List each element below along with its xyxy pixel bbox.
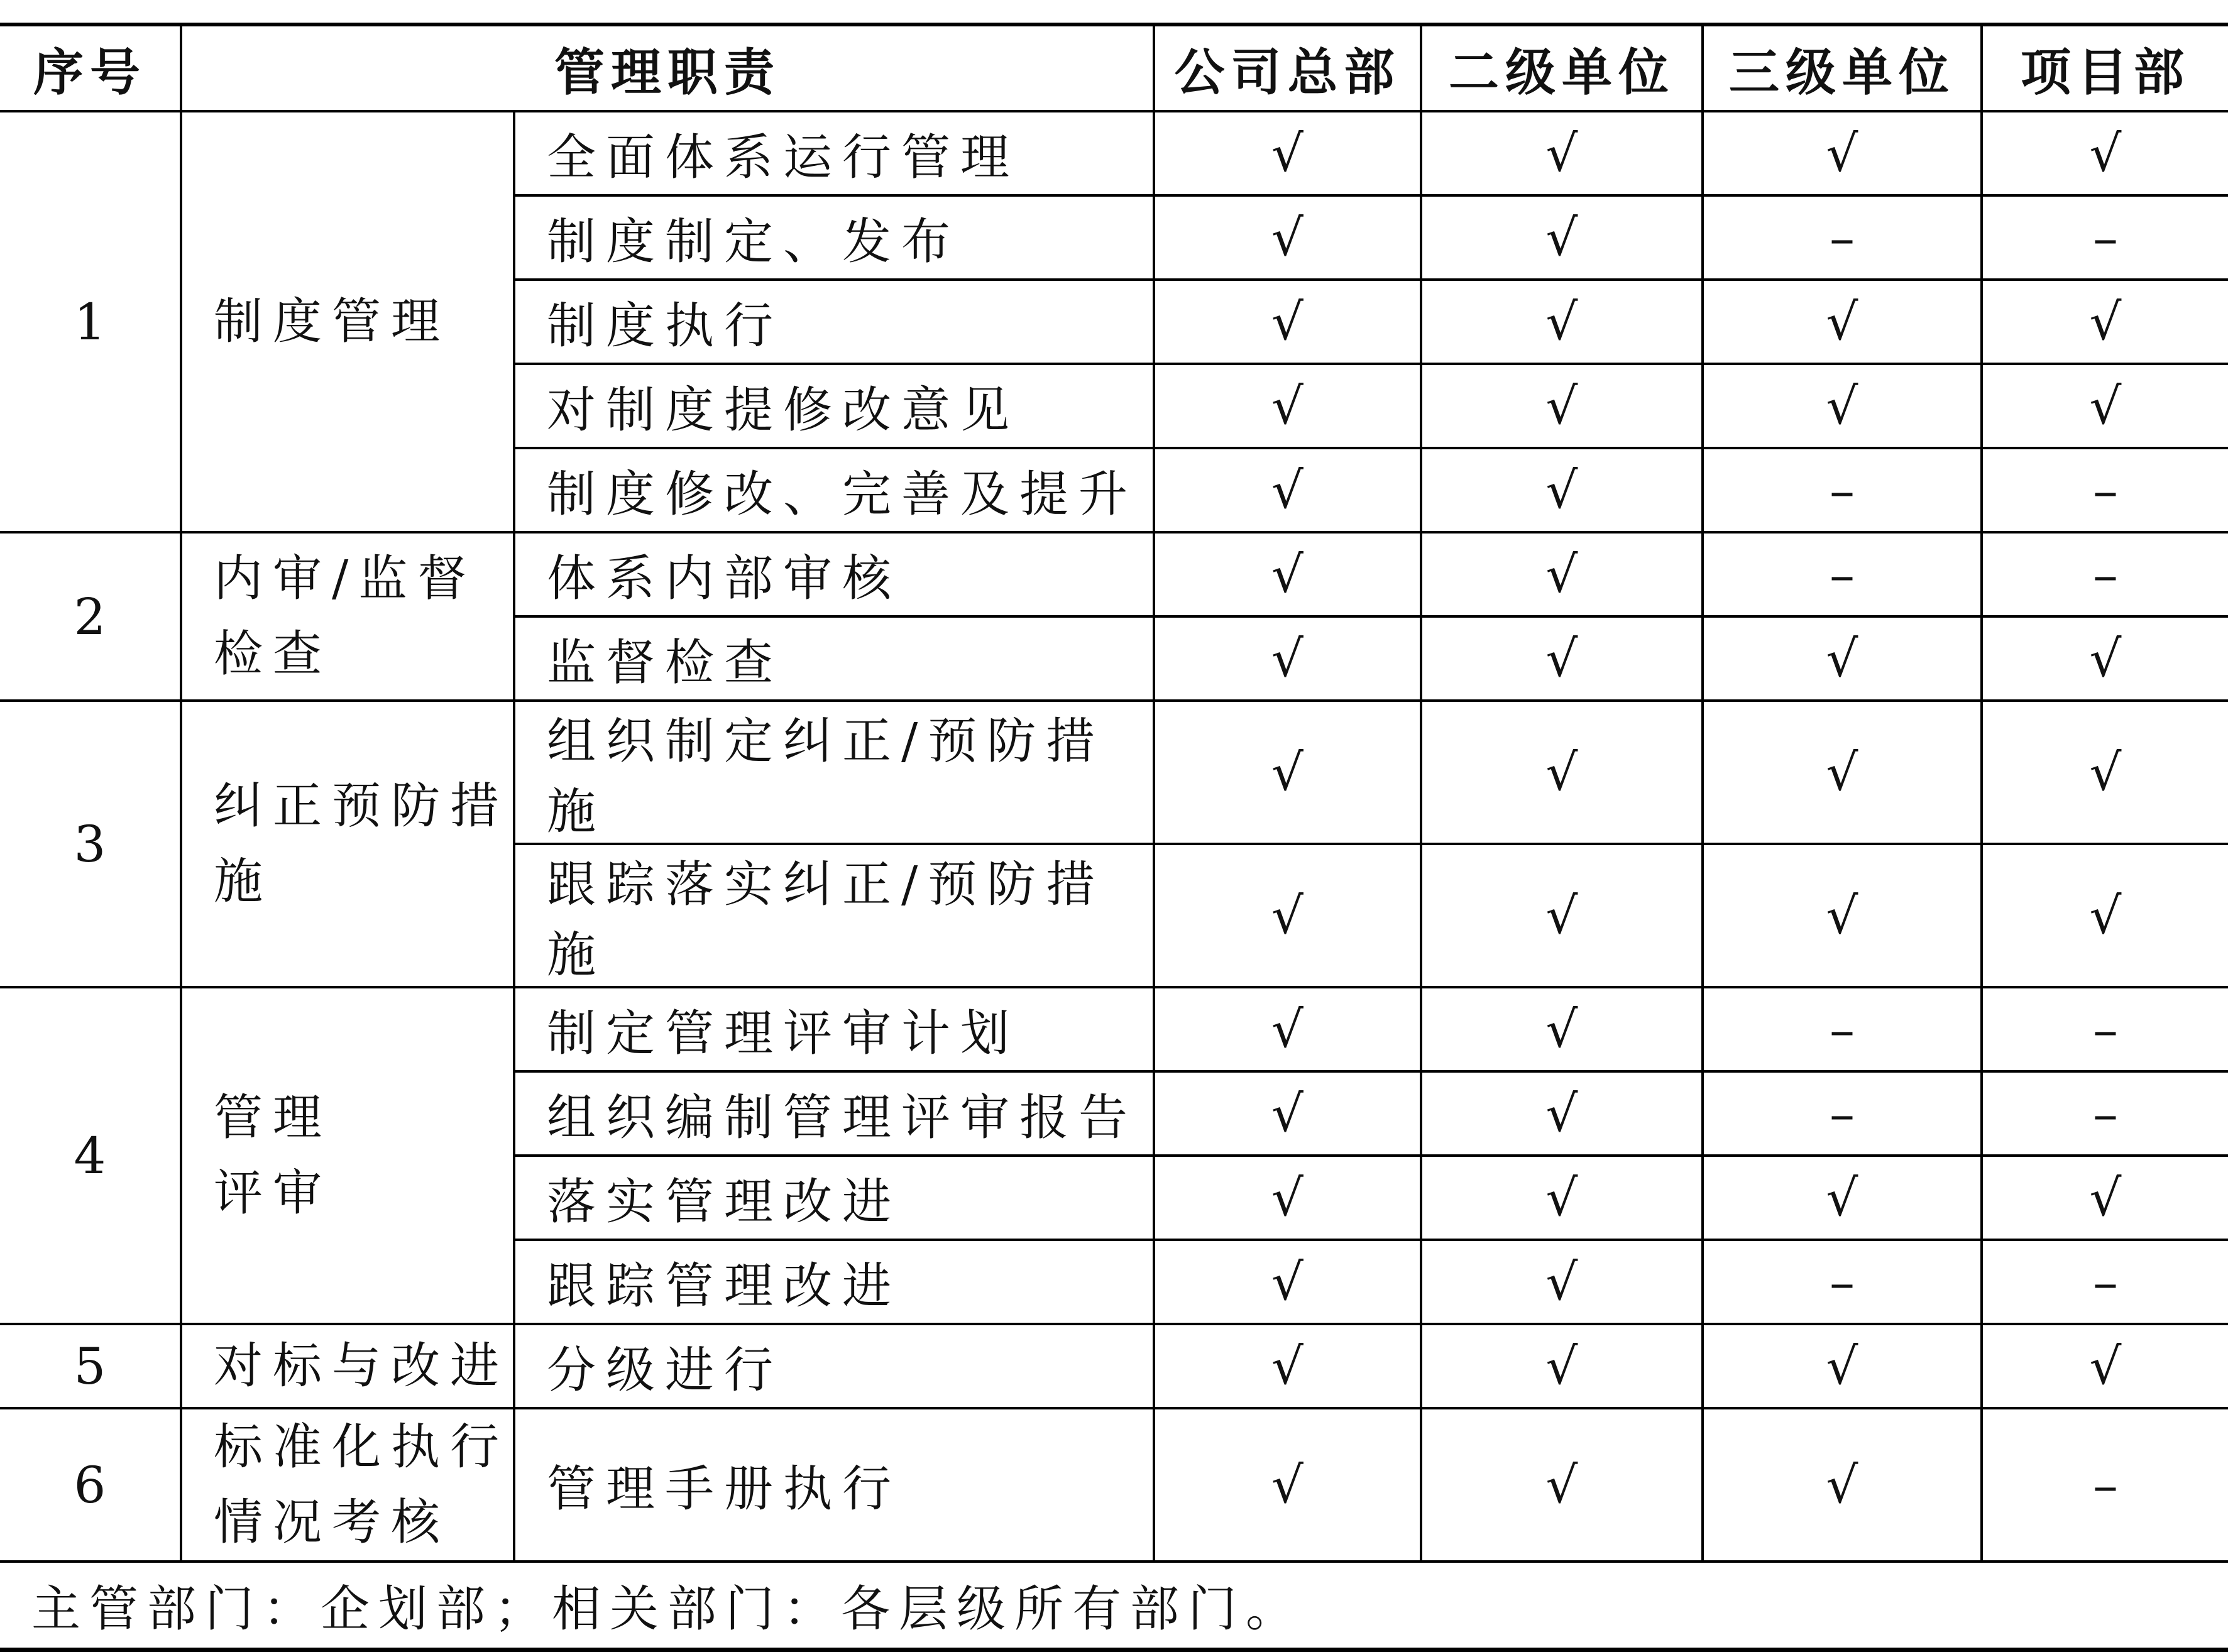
- mark-level2: √: [1421, 448, 1703, 532]
- duty-item: 监督检查: [514, 616, 1154, 701]
- header-hq: 公司总部: [1154, 25, 1421, 111]
- mark-level2: √: [1421, 616, 1703, 701]
- mark-level2: √: [1421, 111, 1703, 195]
- mark-hq: √: [1154, 195, 1421, 280]
- duty-item: 管理手册执行: [514, 1408, 1154, 1562]
- mark-project: √: [1982, 1156, 2228, 1240]
- mark-level3: √: [1703, 701, 1982, 844]
- mark-project: √: [1982, 364, 2228, 448]
- row-category: [181, 532, 514, 701]
- mark-level3: –: [1703, 987, 1982, 1071]
- mark-hq: √: [1154, 1324, 1421, 1408]
- duty-item: 分级进行: [514, 1324, 1154, 1408]
- header-level2: 二级单位: [1421, 25, 1703, 111]
- mark-hq: √: [1154, 1156, 1421, 1240]
- mark-project: √: [1982, 1324, 2228, 1408]
- duty-item: 组织制定纠正/预防措施: [514, 701, 1154, 844]
- duty-item: 制度执行: [514, 280, 1154, 364]
- mark-level2: √: [1421, 1240, 1703, 1324]
- table-body: [0, 111, 2228, 1562]
- header-project: 项目部: [1982, 25, 2228, 111]
- duty-item: 跟踪管理改进: [514, 1240, 1154, 1324]
- duty-item: 跟踪落实纠正/预防措施: [514, 844, 1154, 987]
- mark-level3: –: [1703, 1240, 1982, 1324]
- mark-hq: √: [1154, 844, 1421, 987]
- mark-hq: √: [1154, 701, 1421, 844]
- department-note: 主管部门：企划部；相关部门：各层级所有部门。: [0, 1562, 2228, 1649]
- category-line: 标准化执行: [214, 1419, 510, 1475]
- mark-level3: √: [1703, 111, 1982, 195]
- table-header: [0, 25, 2228, 111]
- mark-hq: √: [1154, 111, 1421, 195]
- mark-project: –: [1982, 448, 2228, 532]
- header-level3: 三级单位: [1703, 25, 1982, 111]
- mark-hq: √: [1154, 1071, 1421, 1156]
- mark-level2: √: [1421, 1071, 1703, 1156]
- duty-item: 落实管理改进: [514, 1156, 1154, 1240]
- row-seq: 5: [0, 1324, 181, 1408]
- mark-level2: √: [1421, 280, 1703, 364]
- mark-project: √: [1982, 111, 2228, 195]
- category-line: 内审/监督: [214, 550, 477, 607]
- mark-hq: √: [1154, 616, 1421, 701]
- row-category: [181, 111, 514, 532]
- row-category: [181, 1324, 514, 1408]
- mark-project: –: [1982, 1408, 2228, 1562]
- note-row: [0, 1562, 2228, 1649]
- mark-hq: √: [1154, 1408, 1421, 1562]
- mark-level2: √: [1421, 701, 1703, 844]
- mark-level3: √: [1703, 280, 1982, 364]
- mark-project: –: [1982, 1240, 2228, 1324]
- row-seq: 1: [0, 111, 181, 532]
- mark-project: √: [1982, 280, 2228, 364]
- row-seq: 3: [0, 701, 181, 987]
- mark-hq: √: [1154, 987, 1421, 1071]
- mark-level3: –: [1703, 195, 1982, 280]
- category-line: 制度管理: [214, 293, 451, 350]
- mark-level3: √: [1703, 1156, 1982, 1240]
- category-line: 检查: [214, 626, 332, 682]
- mark-level2: √: [1421, 844, 1703, 987]
- duty-item: 全面体系运行管理: [514, 111, 1154, 195]
- mark-project: √: [1982, 701, 2228, 844]
- mark-level2: √: [1421, 1324, 1703, 1408]
- mark-level3: √: [1703, 1408, 1982, 1562]
- duty-item: 制定管理评审计划: [514, 987, 1154, 1071]
- header-row: [0, 25, 2228, 111]
- mark-level3: √: [1703, 844, 1982, 987]
- duty-item: 制度制定、发布: [514, 195, 1154, 280]
- duty-item: 制度修改、完善及提升: [514, 448, 1154, 532]
- mark-level3: √: [1703, 616, 1982, 701]
- table-row: [0, 987, 2228, 1071]
- mark-level2: √: [1421, 532, 1703, 616]
- table-row: [0, 1408, 2228, 1562]
- mark-hq: √: [1154, 280, 1421, 364]
- mark-hq: √: [1154, 448, 1421, 532]
- table-row: [0, 701, 2228, 844]
- row-category: [181, 987, 514, 1324]
- mark-project: √: [1982, 844, 2228, 987]
- mark-level3: √: [1703, 364, 1982, 448]
- mark-project: –: [1982, 195, 2228, 280]
- category-line: 情况考核: [214, 1494, 451, 1551]
- header-seq: 序号: [0, 25, 181, 111]
- mark-level3: √: [1703, 1324, 1982, 1408]
- duty-item: 组织编制管理评审报告: [514, 1071, 1154, 1156]
- mark-level3: –: [1703, 1071, 1982, 1156]
- duty-item: 体系内部审核: [514, 532, 1154, 616]
- row-category: [181, 1408, 514, 1562]
- category-line: 评审: [214, 1165, 332, 1222]
- category-line: 纠正预防措: [214, 778, 510, 834]
- responsibility-table: [0, 23, 2228, 1652]
- mark-project: –: [1982, 1071, 2228, 1156]
- mark-hq: √: [1154, 364, 1421, 448]
- category-line: 施: [214, 853, 273, 910]
- table-row: [0, 1324, 2228, 1408]
- mark-level2: √: [1421, 987, 1703, 1071]
- duty-item: 对制度提修改意见: [514, 364, 1154, 448]
- mark-level2: √: [1421, 1156, 1703, 1240]
- mark-level3: –: [1703, 532, 1982, 616]
- table-row: [0, 111, 2228, 195]
- row-category: [181, 701, 514, 987]
- row-seq: 6: [0, 1408, 181, 1562]
- table-row: [0, 532, 2228, 616]
- mark-level2: √: [1421, 1408, 1703, 1562]
- row-seq: 4: [0, 987, 181, 1324]
- category-line: 管理: [214, 1090, 332, 1146]
- mark-hq: √: [1154, 532, 1421, 616]
- mark-level3: –: [1703, 448, 1982, 532]
- row-seq: 2: [0, 532, 181, 701]
- mark-project: √: [1982, 616, 2228, 701]
- mark-hq: √: [1154, 1240, 1421, 1324]
- header-duty: 管理职责: [181, 25, 1154, 111]
- mark-project: –: [1982, 987, 2228, 1071]
- mark-level2: √: [1421, 364, 1703, 448]
- mark-project: –: [1982, 532, 2228, 616]
- category-line: 对标与改进: [214, 1338, 510, 1394]
- mark-level2: √: [1421, 195, 1703, 280]
